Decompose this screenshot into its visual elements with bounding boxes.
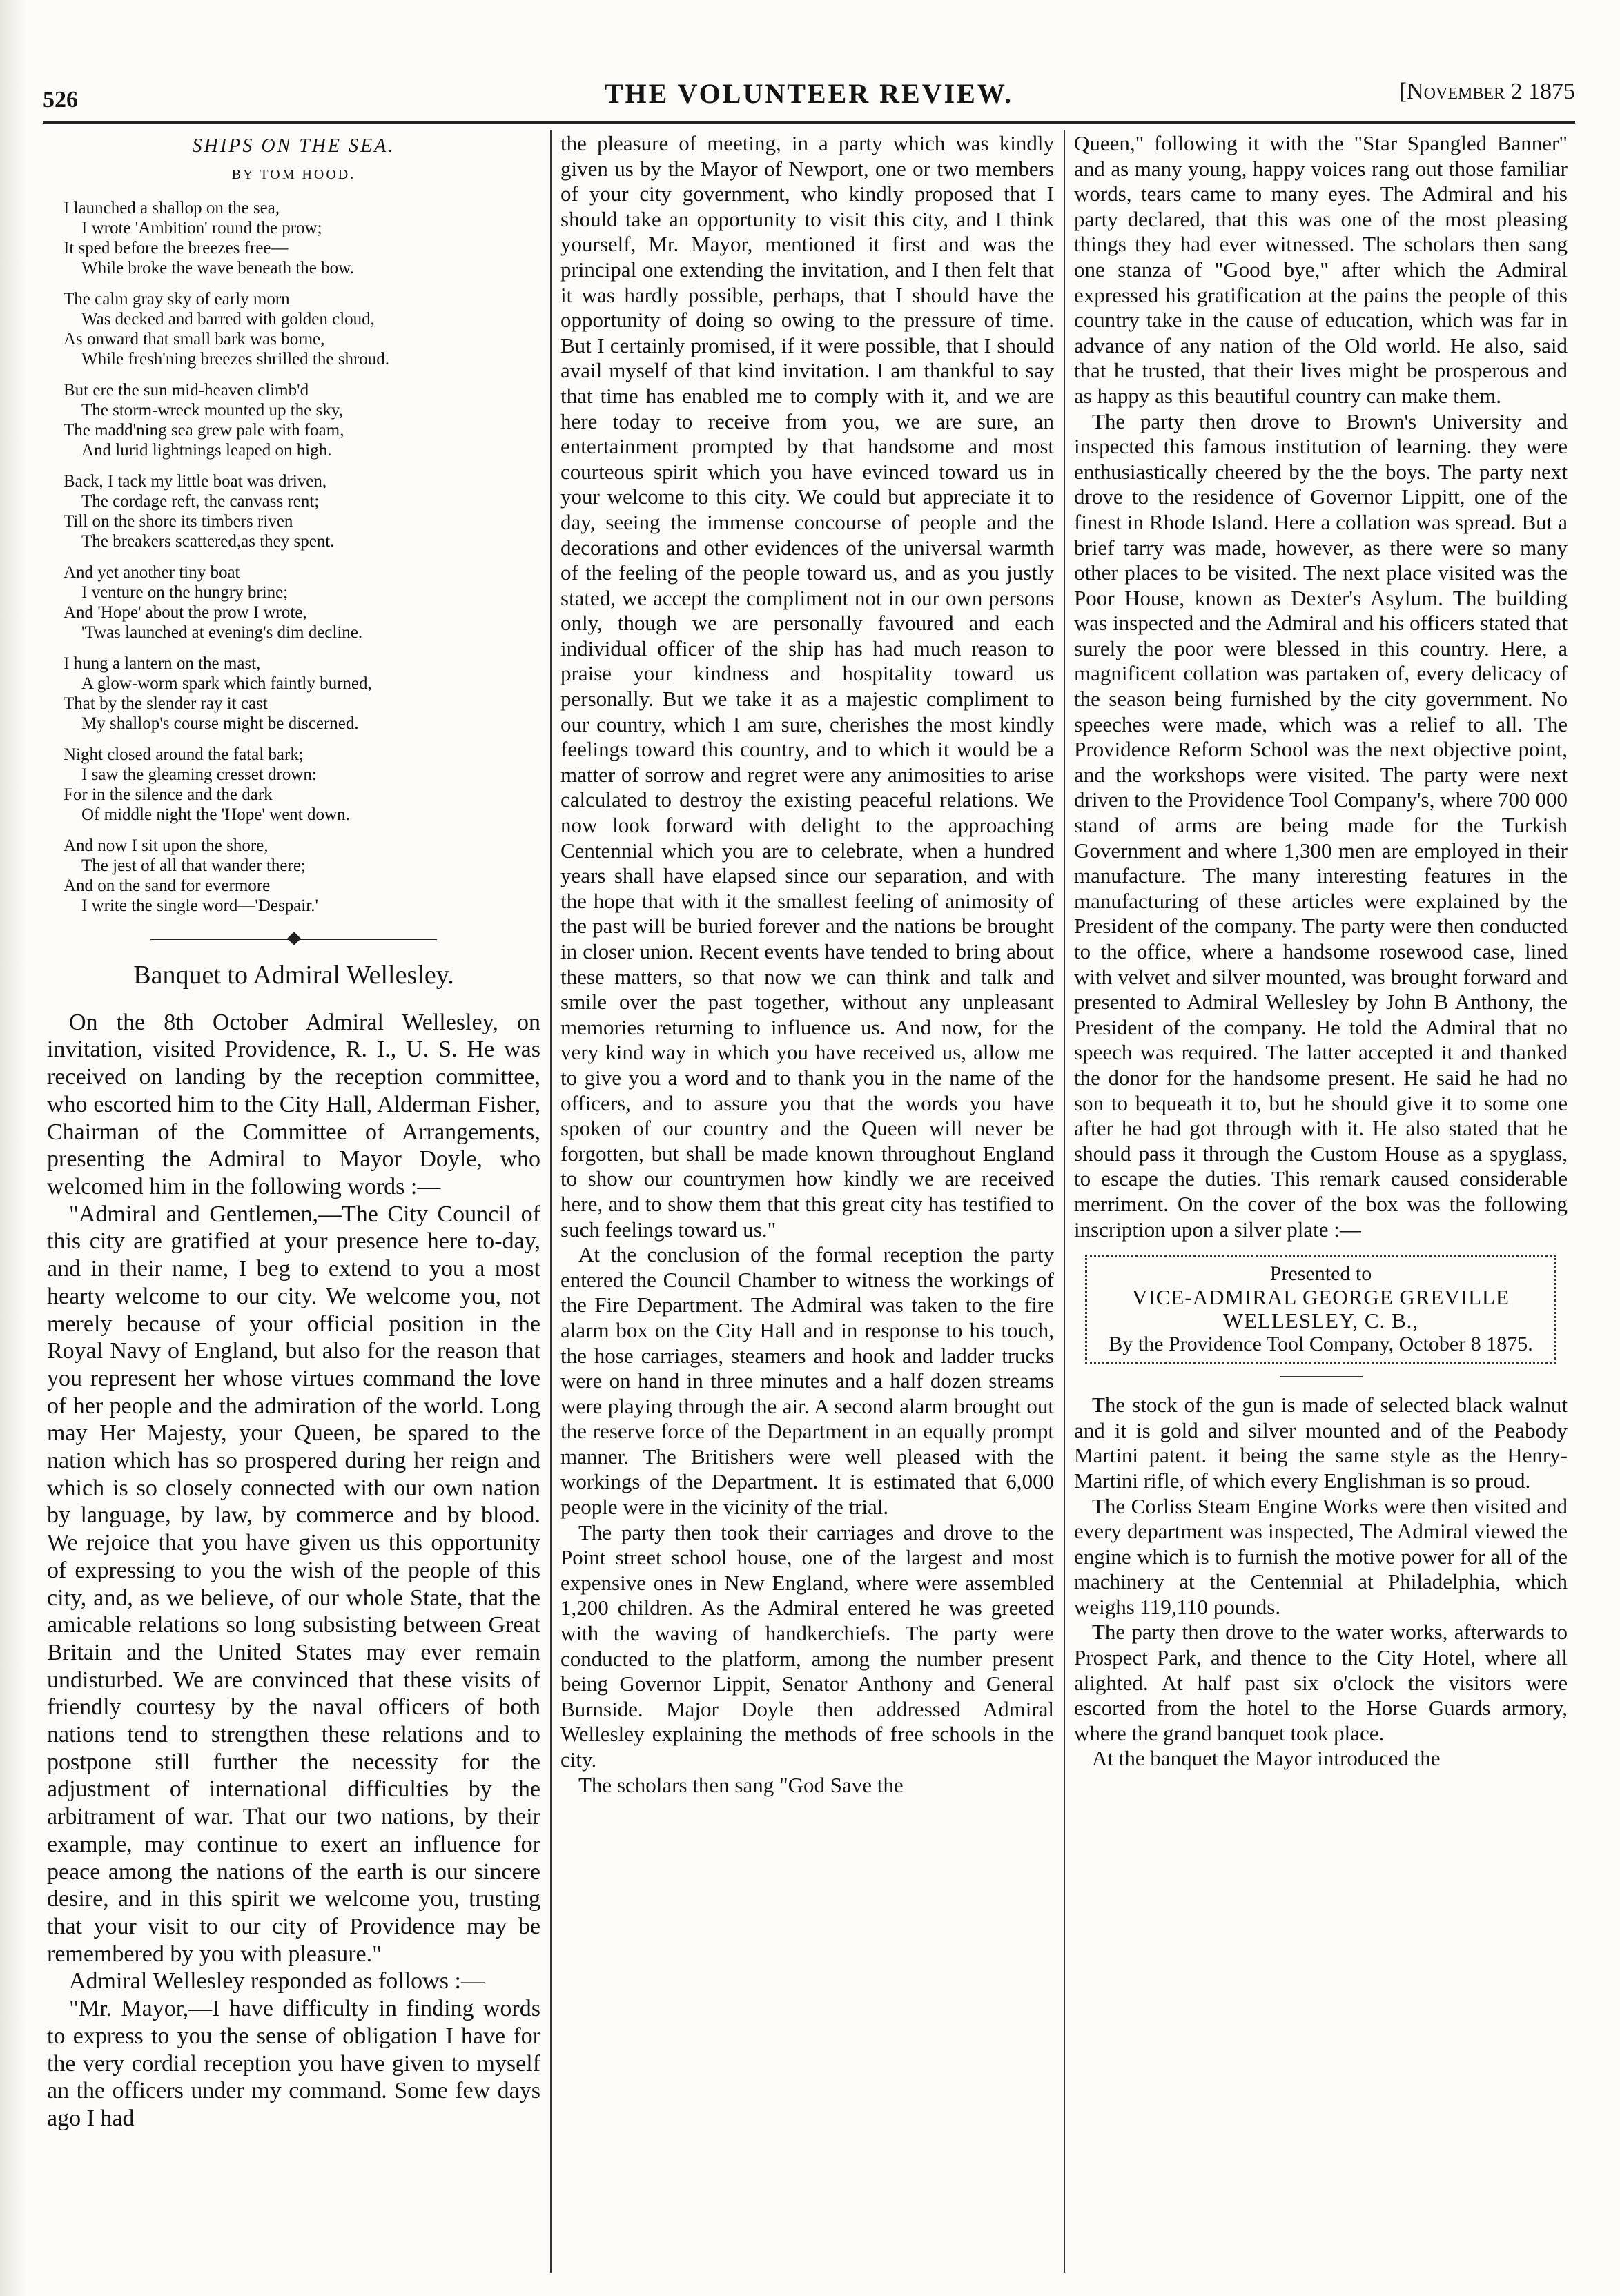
poem-line: It sped before the breezes free—	[64, 239, 289, 258]
poem-line: My shallop's course might be discerned.	[81, 714, 359, 734]
section-divider	[47, 927, 540, 954]
article-body-col3-bottom	[1074, 1393, 1568, 1772]
article-paragraph: At the conclusion of the formal reception the party entered the Council Chamber to witness the workings of the Fire Department. The Admiral was taken to the fire alarm box on the City Hall and in response to his touch, the hose carriages, steamers and hook and ladder trucks were on hand in three minutes and a half dozen streams were playing through the air. A second alarm brought out the reserve force of the Department in an equally prompt manner. The Britishers were well pleased with the workings of the Department. It is estimated that 6,000 people were in the vicinity of the trial.	[560, 1242, 1054, 1520]
plate-line: By the Providence Tool Company, October 8 1875.	[1109, 1333, 1533, 1356]
poem-stanza	[64, 562, 540, 642]
poem-stanza	[64, 745, 540, 825]
poem-line: The madd'ning sea grew pale with foam,	[64, 421, 344, 440]
publication-title: THE VOLUNTEER REVIEW.	[604, 78, 1014, 109]
poem-line: And lurid lightnings leaped on high.	[81, 441, 332, 460]
poem-line: That by the slender ray it cast	[64, 694, 268, 714]
poem-line: As onward that small bark was borne,	[64, 330, 325, 349]
plate-line: WELLESLEY, C. B.,	[1222, 1308, 1419, 1333]
issue-date: [November 2 1875	[1398, 79, 1575, 104]
plate-line: Presented to	[1269, 1262, 1372, 1286]
page-number: 526	[43, 87, 78, 112]
article-paragraph: The Corliss Steam Engine Works were then visited and every department was inspected, The Admiral viewed the engine which is to furnish the motive power for all of the machinery at the Centennial at Philadelphia, which weighs 119,110 pounds.	[1074, 1493, 1568, 1619]
poem-line: The breakers scattered,as they spent.	[81, 532, 335, 551]
poem-line: I hung a lantern on the mast,	[64, 654, 261, 674]
poem-stanza	[64, 471, 540, 551]
poem-line: I saw the gleaming cresset drown:	[81, 765, 317, 785]
poem-author: BY TOM HOOD.	[231, 166, 356, 182]
poem-line: I venture on the hungry brine;	[81, 583, 289, 602]
article-paragraph: The party then drove to Brown's University and inspected this famous institution of learning. they were enthusiastically cheered by the the boys. The party next drove to the residence of Governor Lippitt, one of the finest in Rhode Island. Here a collation was spread. But a brief tarry was made, however, as there were so many other places to be visited. The next place visited was the Poor House, known as Dexter's Asylum. The building was inspected and the Admiral and his officers stated that surely the poor were blessed in this country. Here, a magnificent collation was partaken of, every delicacy of the season being furnished by the city government. No speeches were made, which was a relief to all. The Providence Reform School was the next objective point, and the workshops were visited. The party were next driven to the Providence Tool Company's, where 700 000 stand of arms are being made for the Turkish Government and where 1,300 men are employed in their manufacture. The many interesting features in the manufacturing of these articles were explained by the President of the company. The party were then conducted to the office, where a handsome rosewood case, lined with velvet and silver mounted, was brought forward and presented to Admiral Wellesley by John B Anthony, the President of the company. He told the Admiral that no speech was required. The latter accepted it and thanked the donor for the handsome present. He said he had no son to bequeath it to, but he should give it to some one after he had got through with it. He also stated that he should pass it through the Custom House as a spyglass, to escape the duties. This remark caused considerable merriment. On the cover of the box was the following inscription upon a silver plate :—	[1074, 409, 1568, 1242]
poem-line: And now I sit upon the shore,	[64, 836, 269, 856]
poem-line: The jest of all that wander there;	[81, 856, 306, 876]
article-paragraph: the pleasure of meeting, in a party which was kindly given us by the Mayor of Newport, one or two members of your city government, who kindly proposed that I should take an opportunity to visit this city, and I think yourself, Mr. Mayor, mentioned it first and was the principal one extending the invitation, and I then felt that it was hardly possible, perhaps, that I should have the opportunity of doing so owing to the pressure of time. But I certainly promised, if it were possible, that I should avail myself of that kind invitation. I am thankful to say that time has enabled me to comply with it, and we are here today to receive from you, we are sure, an entertainment prompted by that handsome and most courteous spirit which you have evinced toward us in your welcome to this city. We could but appreciate it to day, seeing the immense concourse of people and the decorations and other evidences of the universal warmth of the feeling of the people toward us, and as you justly stated, we accept the compliment not in our own persons only, though we are personally favoured and each individual officer of the ship has had much reason to praise your kindness and hospitality toward us personally. But we take it as a majestic compliment to our country, which I am sure, cherishes the most kindly feelings toward this country, and to which it would be a matter of sorrow and regret were any animosities to arise calculated to destroy the existing peaceful relations. We now look forward with delight to the approaching Centennial which you are to celebrate, when a hundred years shall have elapsed since our separation, and with the hope that with it the smallest feeling of animosity of the past will be buried forever and the nations be brought in closer union. Recent events have tended to bring about these matters, so that now we can think and talk and smile over the past together, without any unpleasant memories returning to influence us. And now, for the very kind way in which you have received us, allow me to give you a word and to thank you in the name of the officers, and to assure you that the words you have spoken of our country and the Queen will never be forgotten, but shall be made known throughout England to show our countrymen how kindly we are received here, and to show them that this great city has testified to such feelings toward us."	[560, 131, 1054, 1242]
inscription-plate	[1085, 1255, 1556, 1364]
column-1	[47, 131, 540, 2270]
column-rule	[1064, 130, 1065, 2273]
poem-line: I wrote 'Ambition' round the prow;	[81, 219, 322, 238]
poem-line: The storm-wreck mounted up the sky,	[81, 401, 343, 420]
article-paragraph: The party then drove to the water works, afterwards to Prospect Park, and thence to the City Hotel, where all alighted. At half past six o'clock the visitors were escorted from the hotel to the Horse Guards armory, where the grand banquet took place.	[1074, 1620, 1568, 1745]
poem-stanza	[64, 380, 540, 460]
article-paragraph: The scholars then sang "God Save the	[578, 1772, 904, 1797]
poem-stanza	[64, 836, 540, 916]
article-paragraph: "Admiral and Gentlemen,—The City Council of this city are gratified at your presence here to-day, and in their name, I beg to extend to you a most hearty welcome to our city. We welcome you, not merely because of your official position in the Royal Navy of England, but also for the reason that you represent her whose virtues command the love of her people and the admiration of the world. Long may Her Majesty, your Queen, be spared to the nation which has so prospered during her reign and which is so closely connected with our own nation by language, by law, by commerce and by blood. We rejoice that you have given us this opportunity of expressing to you the wish of the people of this city, and, as we believe, of our whole State, that the amicable relations so long subsisting between Great Britain and the United States may ever remain undisturbed. We are convinced that these visits of friendly courtesy by the naval officers of both nations tend to strengthen these relations and to postpone still further the necessity for the adjustment of international difficulties by the arbitrament of war. That our two nations, by their example, may continue to exert an influence for peace among the nations of the earth is our sincere desire, and in this spirit we welcome you, trusting that your visit to our city of Providence may be remembered by you with pleasure."	[47, 1201, 540, 1967]
poem-line: Night closed around the fatal bark;	[64, 745, 304, 765]
page-header	[43, 69, 1575, 110]
article-paragraph: Queen," following it with the "Star Spangled Banner" and as many young, happy voices rang out those familiar words, tears came to many eyes. The Admiral and his party declared, that this was one of the most pleasing things they had ever witnessed. The scholars then sang one stanza of "Good bye," after which the Admiral expressed his gratification at the pains the people of this country take in the cause of education, which was far in advance of any nation of the Old world. He also, said that he trusted, that their lives might be prosperous and as happy as this beautiful country can make them.	[1074, 131, 1568, 408]
poem-line: While broke the wave beneath the bow.	[81, 259, 354, 278]
page-edge-shadow	[0, 0, 28, 2296]
plate-rule	[1280, 1376, 1363, 1377]
poem-line: The calm gray sky of early morn	[64, 290, 290, 309]
poem-line: I launched a shallop on the sea,	[64, 199, 280, 218]
article-paragraph: At the banquet the Mayor introduced the	[1092, 1746, 1441, 1771]
column-2	[560, 131, 1054, 2270]
column-3	[1074, 131, 1568, 2270]
poem-title: SHIPS ON THE SEA.	[192, 135, 396, 157]
article-body-col1	[47, 1009, 540, 2132]
poem-line: I write the single word—'Despair.'	[81, 896, 318, 916]
poem-line: A glow-worm spark which faintly burned,	[81, 674, 372, 694]
poem-stanza	[64, 289, 540, 369]
poem-line: Of middle night the 'Hope' went down.	[81, 805, 350, 825]
poem-line: But ere the sun mid-heaven climb'd	[64, 381, 309, 400]
poem-stanza	[64, 198, 540, 278]
poem-stanza	[64, 654, 540, 734]
poem-line: The cordage reft, the canvass rent;	[81, 492, 320, 511]
poem-line: For in the silence and the dark	[64, 785, 273, 805]
header-rule	[43, 121, 1575, 124]
poem-line: Till on the shore its timbers riven	[64, 512, 293, 531]
poem-line: 'Twas launched at evening's dim decline.	[81, 623, 363, 642]
poem-line: While fresh'ning breezes shrilled the shroud.	[81, 350, 390, 369]
poem-line: And yet another tiny boat	[64, 563, 240, 582]
poem-body	[47, 198, 540, 916]
article-paragraph: On the 8th October Admiral Wellesley, on invitation, visited Providence, R. I., U. S. He was received on landing by the reception committee, who escorted him to the City Hall, Alderman Fisher, Chairman of the Committee of Arrangements, presenting the Admiral to Mayor Doyle, who welcomed him in the following words :—	[47, 1009, 540, 1199]
column-rule	[550, 130, 552, 2273]
poem-line: Back, I tack my little boat was driven,	[64, 472, 327, 491]
poem-line: Was decked and barred with golden cloud,	[81, 310, 375, 329]
article-paragraph: The party then took their carriages and drove to the Point street school house, one of the largest and most expensive ones in New England, where were assembled 1,200 children. As the Admiral entered he was greeted with the waving of handkerchiefs. The party were conducted to the platform, among the number present being Governor Lippit, Senator Anthony and General Burnside. Major Doyle then addressed Admiral Wellesley explaining the methods of free schools in the city.	[560, 1520, 1054, 1772]
article-paragraph: "Mr. Mayor,—I have difficulty in finding words to express to you the sense of obligation I have for the very cordial reception you have given to myself an the officers under my command. Some few days ago I had	[47, 1996, 540, 2131]
plate-line: VICE-ADMIRAL GEORGE GREVILLE	[1132, 1285, 1510, 1310]
article-paragraph: The stock of the gun is made of selected black walnut and it is gold and silver mounted and of the Peabody Martini patent. it being the same style as the Henry-Martini rifle, of which every Englishman is so proud.	[1074, 1393, 1568, 1493]
article-body-col3-top	[1074, 131, 1568, 1242]
article-paragraph: Admiral Wellesley responded as follows :—	[69, 1968, 485, 1994]
poem-line: And on the sand for evermore	[64, 876, 271, 896]
article-title: Banquet to Admiral Wellesley.	[133, 961, 454, 990]
poem-line: And 'Hope' about the prow I wrote,	[64, 603, 307, 622]
